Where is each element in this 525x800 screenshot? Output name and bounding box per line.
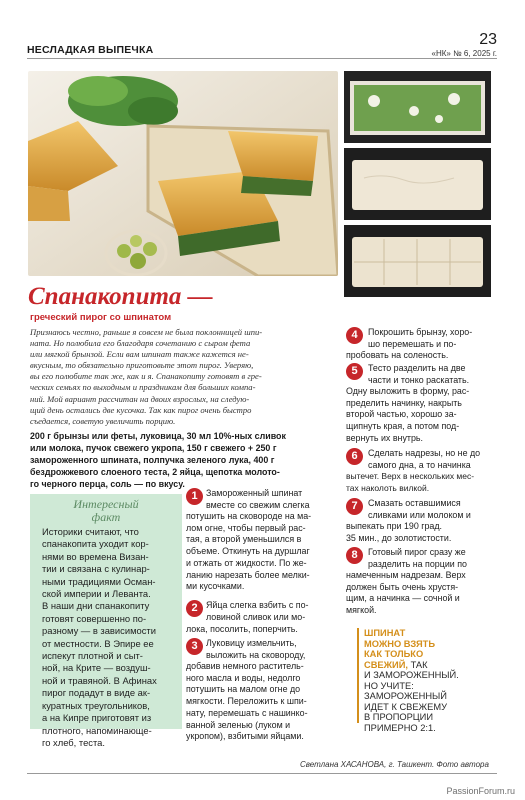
issue-label: «НК» № 6, 2025 г. [431, 49, 497, 58]
step-text: Покрошить брынзу, хоро- шо перемешать и по- [368, 327, 473, 349]
step-badge: 4 [346, 327, 363, 344]
step-text-cont: добавив немного раститель- ного масла и воды, недолго потушить на малом огне до мягкости. Переложить к шпи- нату, перемешать с нашинко- ванной зеленью (луком и укропом), взбитыми яйцами. [186, 661, 308, 742]
step-text: Смазать оставшимися сливками или молоком и [368, 498, 471, 520]
step-text: Замороженный шпинат вместе со свежим слегка [206, 488, 310, 510]
step-text-cont: Одну выложить в форму, рас- пределить начинку, накрыть второй частью, хорошо за- щипнуть края, а потом под- вернуть их внутрь. [346, 386, 470, 443]
step-text: Тесто разделить на две части и тонко раскатать. [368, 363, 470, 385]
spinach-tip: ШПИНАТ МОЖНО ВЗЯТЬ КАК ТОЛЬКО СВЕЖИЙ, ТАК И ЗАМОРОЖЕННЫЙ. НО УЧИТЕ: ЗАМОРОЖЕННЫЙ ИДЕТ К СВЕЖЕМУ В ПРОПОРЦИИ ПРИМЕРНО 2:1. [364, 628, 496, 733]
recipe-subtitle: греческий пирог со шпинатом [30, 312, 172, 323]
step-text: Луковицу измельчить, выложить на сковороду, [206, 638, 306, 660]
step-photo-cut [344, 225, 491, 297]
tip-accent-bar [357, 628, 359, 723]
watermark: PassionForum.ru [446, 786, 515, 796]
header-rule [27, 58, 497, 59]
section-heading: НЕСЛАДКАЯ ВЫПЕЧКА [27, 44, 154, 56]
step-text: Сделать надрезы, но не до самого дна, а то начинка [368, 448, 481, 470]
step-text-cont: намеченным надрезам. Верх должен быть очень хрустя- щим, а начинка — сочной и мягкой. [346, 570, 466, 616]
step-text: Готовый пирог сразу же разделить на порции по [368, 547, 467, 569]
intro-text: Признаюсь честно, раньше я совсем не была поклонницей шпи- ната. Но полюбила его благодаря сочетанию с сыром фета или мягкой брынзой. Если вам шпинат также кажется не- вкусным, то обязательно приготовьте этот пирог. Уверяю, вы его полюбите так же, как и я. Спанакопиту готовят в гре- ческих семьях по выходным и праздникам для больших компа- ний. Мой вариант рассчитан на двоих взрослых, на следую- щий день остались две кусочка. Так как пирог очень быстро съедается, советую увеличить порцию. [30, 327, 263, 426]
step-photo-filling [344, 71, 491, 143]
step-text-cont: пробовать на соленость. [346, 350, 449, 360]
fact-box [30, 494, 182, 748]
step-badge: 7 [346, 498, 363, 515]
fact-text: Историки считают, что спанакопита уходит кор- нями во времена Визан- тии и связана с кулинар- ными традициями Осман- ской империи и Леванта. В наши дни спанакопиту готовят совершенно по- разному — в зависимости от местности. В Эпире ее испекут плотной и сыт- ной, на Крите — воздуш- ной и травяной. В Афинах пирог подадут в виде ак- куратных треугольников, а на Кипре приготовят из плотного, напоминающе- го хлеб, теста. [42, 526, 157, 748]
step-photo-covered [344, 148, 491, 220]
pie-photo [28, 71, 338, 276]
step-text-cont: выпекать при 190 град. 35 мин., до золотистости. [346, 521, 452, 543]
step-text-cont: лока, посолить, поперчить. [186, 624, 298, 634]
step-text-cont: вытечет. Верх в нескольких мес- тах наколоть вилкой. [346, 471, 475, 493]
step-badge: 1 [186, 488, 203, 505]
footer-rule [27, 773, 497, 774]
tip-highlight: ШПИНАТ МОЖНО ВЗЯТЬ КАК ТОЛЬКО СВЕЖИЙ, ТАК [364, 628, 436, 670]
ingredients-list: 200 г брынзы или феты, луковица, 30 мл 10%-ных сливок или молока, пучок свежего укропа, 150 г свежего + 250 г замороженного шпината, полпучка зеленого лука, 400 г бездрожжевого слоеного теста, 2 яйца, щепотка молото- го черного перца, соль — по вкусу. [30, 431, 286, 490]
author-credit: Светлана ХАСАНОВА, г. Ташкент. Фото автора [300, 760, 489, 769]
fact-title: Интересный факт [73, 497, 139, 524]
step-badge: 8 [346, 547, 363, 564]
step-badge: 3 [186, 638, 203, 655]
step-badge: 5 [346, 363, 363, 380]
step-badge: 2 [186, 600, 203, 617]
recipe-title: Спанакопита — [28, 283, 213, 310]
step-text: Яйца слегка взбить с по- ловиной сливок или мо- [206, 600, 309, 622]
page-number: 23 [479, 31, 497, 48]
step-text-cont: потушить на сковороде на ма- лом огне, чтобы первый рас- тая, а второй уменьшился в объеме. Откинуть на дуршлаг и отжать от жидкости. По же- ланию нарезать более мелки- ми кусочками. [186, 511, 312, 592]
step-badge: 6 [346, 448, 363, 465]
